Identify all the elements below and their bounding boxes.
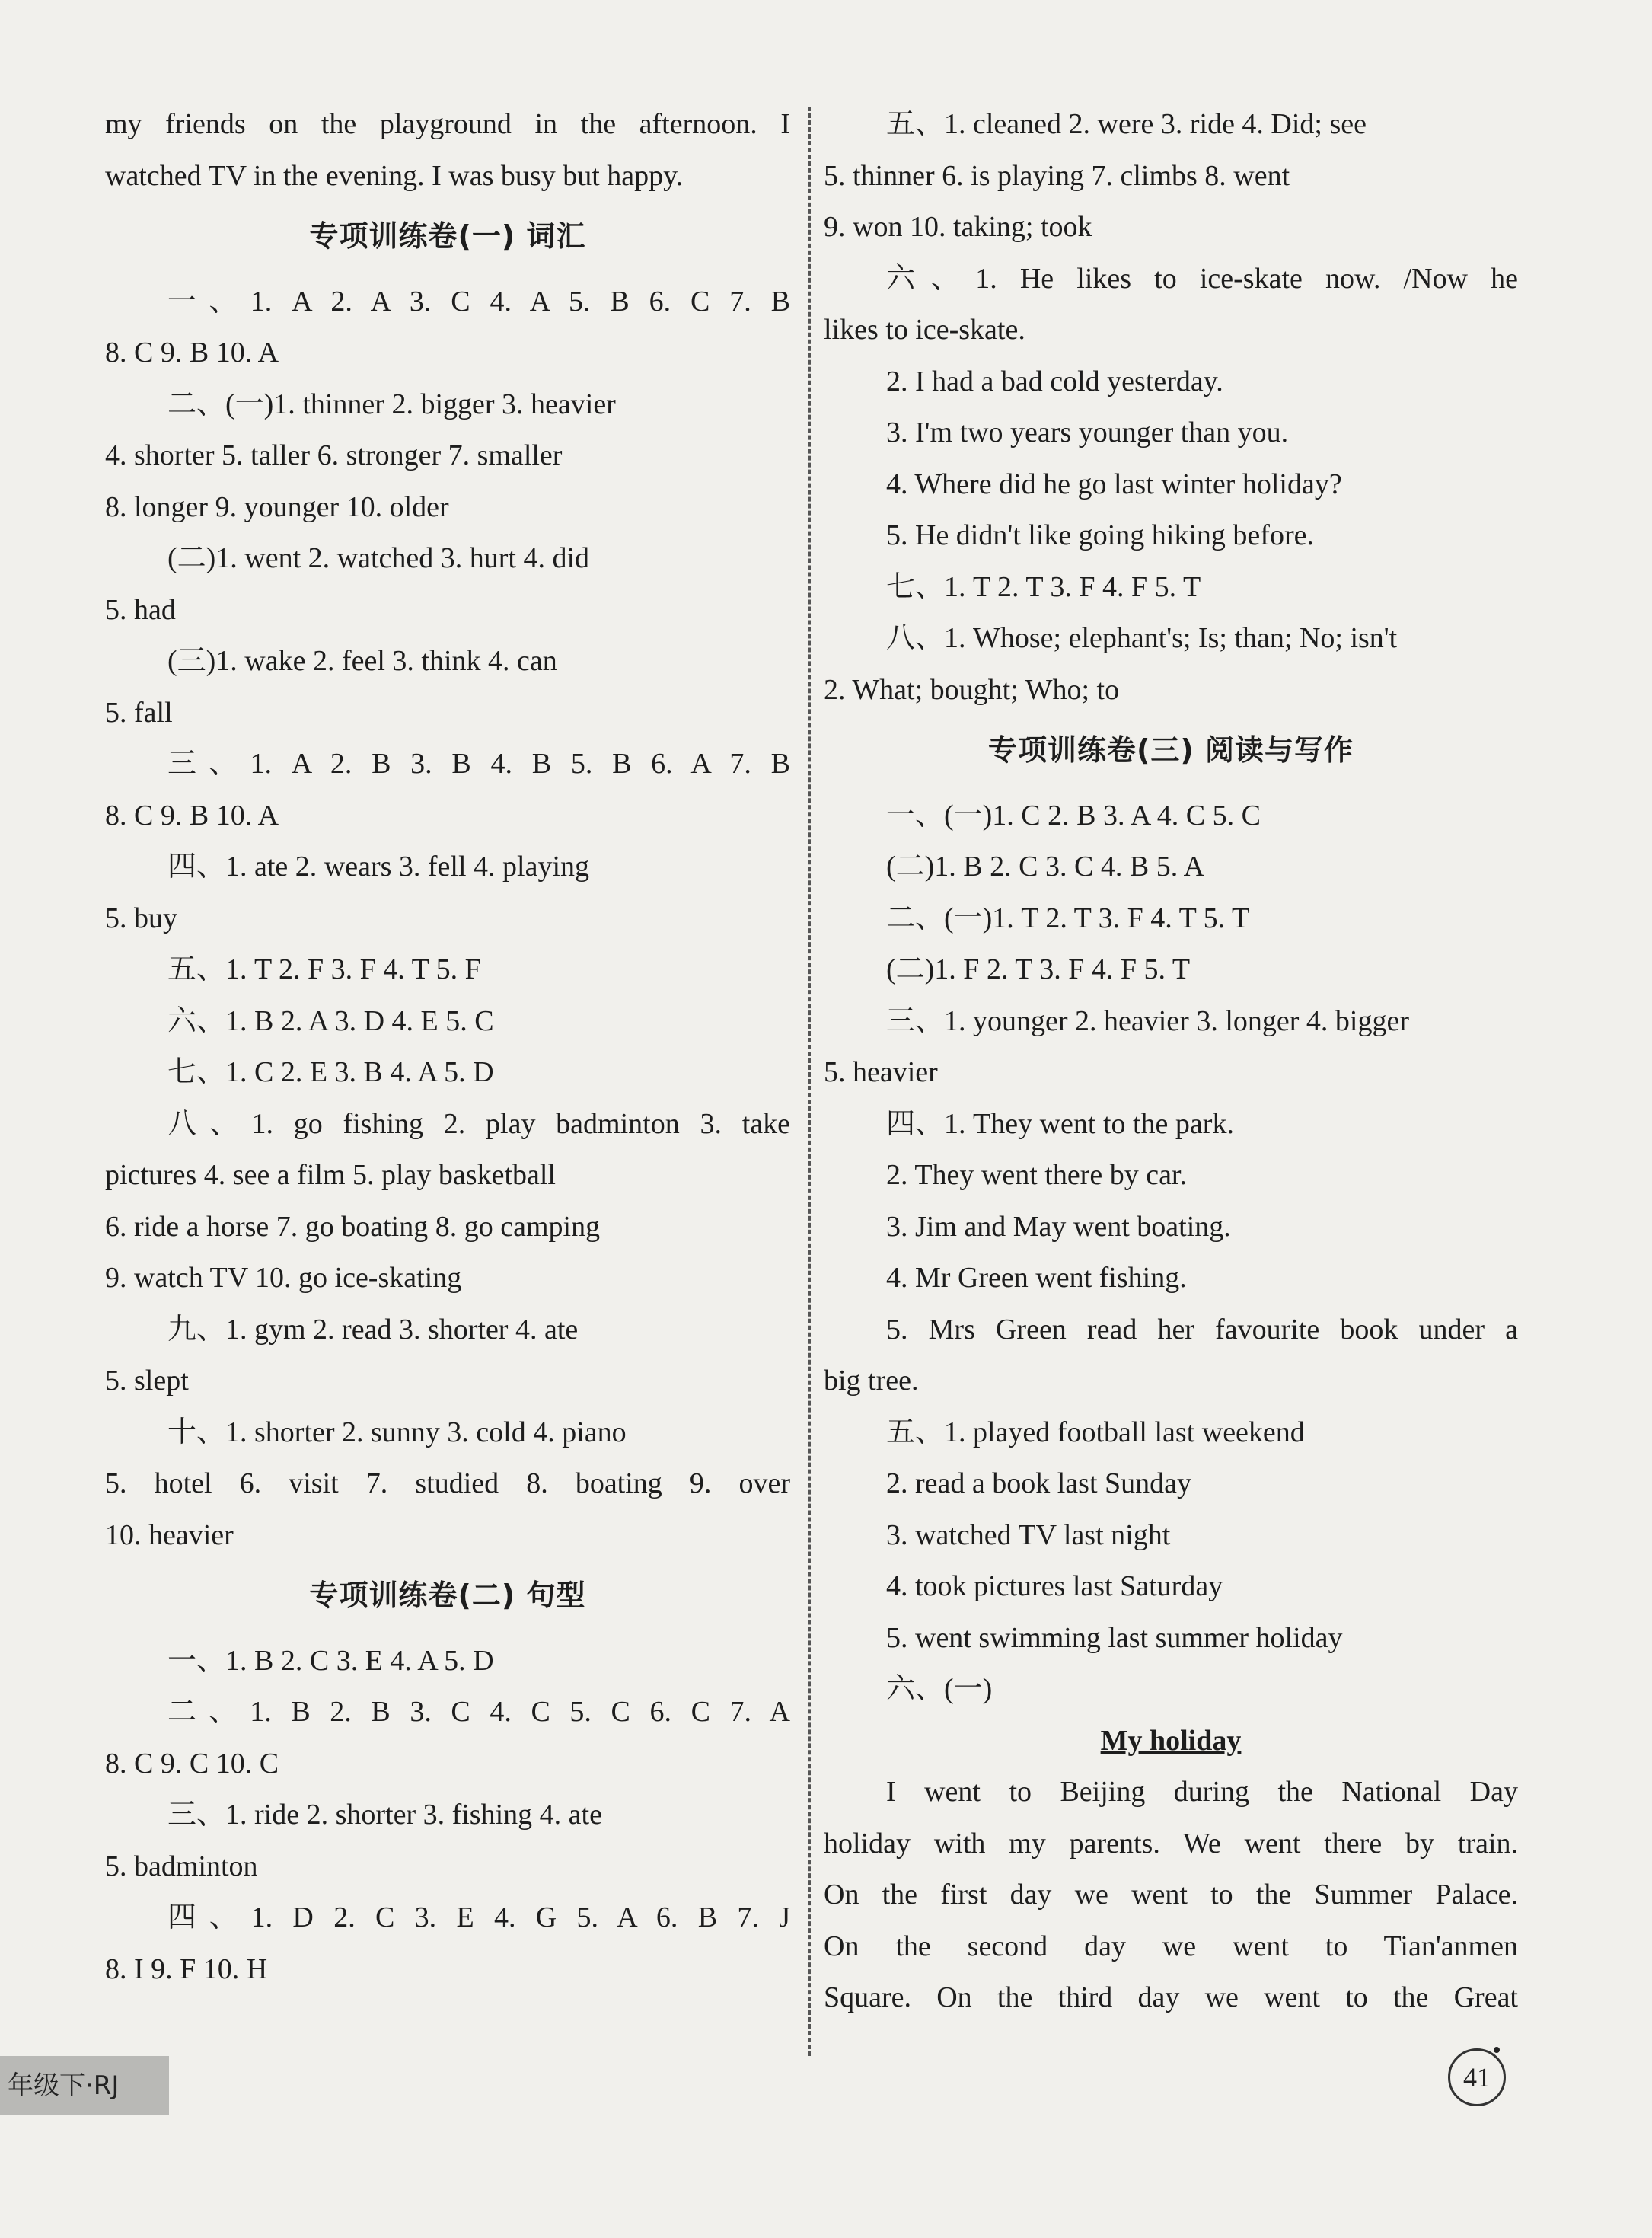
answer-line: On the second day we went to Tian'anmen xyxy=(824,1930,1518,1962)
answer-line: 8. longer 9. younger 10. older xyxy=(105,490,449,523)
answer-line: 5. thinner 6. is playing 7. climbs 8. went xyxy=(824,159,1290,192)
answer-line: 八、1. Whose; elephant's; Is; than; No; isn't xyxy=(886,622,1398,654)
answer-line: 2. I had a bad cold yesterday. xyxy=(886,365,1223,397)
answer-line: 4. Where did he go last winter holiday? xyxy=(886,468,1342,500)
answer-line: On the first day we went to the Summer Palace. xyxy=(824,1879,1518,1911)
answer-line: (二)1. F 2. T 3. F 4. F 5. T xyxy=(886,953,1191,985)
answer-line: 5. fall xyxy=(105,696,173,729)
answer-line: 六、(一) xyxy=(886,1673,993,1705)
answer-line: big tree. xyxy=(824,1365,919,1397)
answer-line: 四、1. They went to the park. xyxy=(886,1107,1234,1140)
answer-line: 2. They went there by car. xyxy=(886,1159,1187,1191)
section-heading: 专项训练卷(一) 词汇 xyxy=(309,219,586,253)
answer-line: 5. buy xyxy=(105,902,177,934)
answer-line: 5. slept xyxy=(105,1365,189,1397)
section-heading: 专项训练卷(二) 句型 xyxy=(309,1579,586,1612)
answer-line: 五、1. cleaned 2. were 3. ride 4. Did; see xyxy=(886,108,1367,140)
answer-line: 9. watch TV 10. go ice-skating xyxy=(105,1262,462,1294)
answer-line: 三、1. A 2. B 3. B 4. B 5. B 6. A 7. B xyxy=(167,748,790,780)
answer-line: 五、1. T 2. F 3. F 4. T 5. F xyxy=(167,953,481,985)
answer-line: 9. won 10. taking; took xyxy=(824,211,1092,243)
answer-line: 七、1. T 2. T 3. F 4. F 5. T xyxy=(886,570,1201,603)
answer-line: I went to Beijing during the National Day xyxy=(886,1776,1518,1808)
answer-line: (二)1. B 2. C 3. C 4. B 5. A xyxy=(886,851,1205,883)
answer-line: 5. hotel 6. visit 7. studied 8. boating 9. over xyxy=(105,1467,790,1499)
answer-line: 一、(一)1. C 2. B 3. A 4. C 5. C xyxy=(886,799,1261,832)
answer-line: 八、1. go fishing 2. play badminton 3. take xyxy=(167,1107,790,1140)
answer-line: 5. went swimming last summer holiday xyxy=(886,1621,1343,1654)
answer-line: 一、1. A 2. A 3. C 4. A 5. B 6. C 7. B xyxy=(167,285,790,318)
answer-line: 十、1. shorter 2. sunny 3. cold 4. piano xyxy=(167,1416,627,1448)
answer-line: pictures 4. see a film 5. play basketball xyxy=(105,1159,556,1191)
answer-line: (三)1. wake 2. feel 3. think 4. can xyxy=(167,645,557,677)
answer-line: 四、1. ate 2. wears 3. fell 4. playing xyxy=(167,851,590,883)
answer-line: 六、1. B 2. A 3. D 4. E 5. C xyxy=(167,1004,494,1037)
answer-line: 2. What; bought; Who; to xyxy=(824,673,1120,706)
answer-line: (二)1. went 2. watched 3. hurt 4. did xyxy=(167,542,590,574)
left-column xyxy=(105,99,790,1995)
answer-line: 5. He didn't like going hiking before. xyxy=(886,519,1314,551)
answer-line: 六、1. He likes to ice-skate now. /Now he xyxy=(886,262,1518,295)
answer-line: 3. Jim and May went boating. xyxy=(886,1210,1231,1243)
answer-line: 一、1. B 2. C 3. E 4. A 5. D xyxy=(167,1644,494,1677)
answer-line: 二、(一)1. thinner 2. bigger 3. heavier xyxy=(167,388,616,420)
answer-line: 四、1. D 2. C 3. E 4. G 5. A 6. B 7. J xyxy=(167,1901,790,1933)
answer-line: 4. shorter 5. taller 6. stronger 7. smaller xyxy=(105,439,563,471)
answer-line: 8. C 9. B 10. A xyxy=(105,799,279,832)
answer-line: watched TV in the evening. I was busy but happy. xyxy=(105,159,684,192)
answer-line: 4. Mr Green went fishing. xyxy=(886,1262,1187,1294)
answer-line: 七、1. C 2. E 3. B 4. A 5. D xyxy=(167,1056,494,1088)
grade-label: 年级下·RJ xyxy=(0,2056,169,2115)
answer-line: 5. had xyxy=(105,593,176,626)
answer-line: 5. badminton xyxy=(105,1850,258,1882)
page-number: 41 xyxy=(1448,2048,1506,2106)
column-divider xyxy=(808,107,811,2056)
answer-line: 五、1. played football last weekend xyxy=(886,1416,1305,1448)
answer-line: likes to ice-skate. xyxy=(824,314,1025,346)
answer-line: 二、(一)1. T 2. T 3. F 4. T 5. T xyxy=(886,902,1250,934)
essay-title: My holiday xyxy=(1100,1724,1242,1757)
answer-line: 4. took pictures last Saturday xyxy=(886,1570,1223,1602)
answer-line: holiday with my parents. We went there by train. xyxy=(824,1827,1518,1860)
section-heading: 专项训练卷(三) 阅读与写作 xyxy=(988,733,1354,767)
answer-line: 三、1. ride 2. shorter 3. fishing 4. ate xyxy=(167,1799,602,1831)
answer-line: 8. C 9. C 10. C xyxy=(105,1747,279,1780)
answer-line: 6. ride a horse 7. go boating 8. go camping xyxy=(105,1210,601,1243)
answer-line: Square. On the third day we went to the Great xyxy=(824,1981,1518,2013)
answer-line: 5. heavier xyxy=(824,1056,938,1088)
answer-line: 三、1. younger 2. heavier 3. longer 4. bigger xyxy=(886,1004,1409,1037)
answer-line: my friends on the playground in the afternoon. I xyxy=(105,108,790,140)
answer-line: 8. C 9. B 10. A xyxy=(105,337,279,369)
answer-line: 10. heavier xyxy=(105,1518,234,1551)
answer-line: 3. I'm two years younger than you. xyxy=(886,417,1289,449)
answer-line: 5. Mrs Green read her favourite book under a xyxy=(886,1313,1518,1346)
page-number-dot xyxy=(1494,2047,1500,2053)
answer-line: 2. read a book last Sunday xyxy=(886,1467,1192,1499)
answer-line: 九、1. gym 2. read 3. shorter 4. ate xyxy=(167,1313,579,1346)
answer-line: 二、1. B 2. B 3. C 4. C 5. C 6. C 7. A xyxy=(167,1696,790,1728)
answer-line: 8. I 9. F 10. H xyxy=(105,1952,268,1985)
right-column xyxy=(824,99,1518,2024)
answer-line: 3. watched TV last night xyxy=(886,1518,1171,1551)
